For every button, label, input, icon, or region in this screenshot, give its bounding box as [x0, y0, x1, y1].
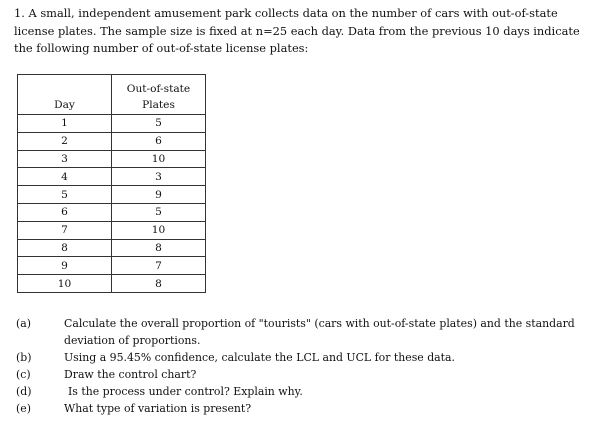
day-cell: 9 — [18, 257, 112, 275]
question-text: Calculate the overall proportion of "tourists" (cars with out-of-state plates) and the standard deviation of proportions. — [64, 317, 575, 347]
header-plates — [112, 75, 206, 115]
day-cell: 5 — [18, 186, 112, 204]
question-e — [16, 400, 586, 417]
question-text: What type of variation is present? — [64, 402, 252, 415]
day-cell: 2 — [18, 132, 112, 150]
day-cell: 8 — [18, 239, 112, 257]
question-a — [16, 315, 586, 349]
plates-cell: 5 — [112, 115, 206, 133]
question-label: (d) — [16, 385, 32, 398]
table-row — [18, 257, 206, 275]
header-day: Day — [18, 75, 112, 115]
table-row — [18, 203, 206, 221]
question-d — [16, 383, 586, 400]
day-cell: 6 — [18, 203, 112, 221]
question-label: (b) — [16, 351, 32, 364]
table-row — [18, 239, 206, 257]
table-row — [18, 186, 206, 204]
plates-cell: 8 — [112, 239, 206, 257]
table-header-row — [18, 75, 206, 115]
day-cell: 7 — [18, 221, 112, 239]
plates-table — [17, 74, 206, 293]
question-c — [16, 366, 586, 383]
table-row — [18, 115, 206, 133]
header-plates-line2: Plates — [142, 99, 175, 111]
question-text: Draw the control chart? — [64, 368, 197, 381]
problem-intro: 1. A small, independent amusement park collects data on the number of cars with out-of-state license plates. The sample size is fixed at n=25 each day. Data from the previous 10 days indicate the following number of out-of-state license plates: — [14, 6, 580, 56]
plates-cell: 7 — [112, 257, 206, 275]
question-label: (a) — [16, 317, 31, 330]
header-plates-line1: Out-of-state — [126, 83, 191, 95]
day-cell: 4 — [18, 168, 112, 186]
day-cell: 10 — [18, 275, 112, 293]
table-row — [18, 221, 206, 239]
day-cell: 1 — [18, 115, 112, 133]
day-cell: 3 — [18, 150, 112, 168]
question-b — [16, 349, 586, 366]
plates-cell: 10 — [112, 150, 206, 168]
question-text: Is the process under control? Explain why. — [68, 385, 303, 398]
question-label: (e) — [16, 402, 31, 415]
plates-cell: 3 — [112, 168, 206, 186]
question-list — [16, 315, 586, 417]
plates-cell: 5 — [112, 203, 206, 221]
table-row — [18, 275, 206, 293]
question-label: (c) — [16, 368, 31, 381]
plates-cell: 8 — [112, 275, 206, 293]
plates-cell: 10 — [112, 221, 206, 239]
question-text: Using a 95.45% confidence, calculate the LCL and UCL for these data. — [64, 351, 456, 364]
table-row — [18, 132, 206, 150]
plates-cell: 6 — [112, 132, 206, 150]
table-row — [18, 168, 206, 186]
plates-cell: 9 — [112, 186, 206, 204]
table-row — [18, 150, 206, 168]
